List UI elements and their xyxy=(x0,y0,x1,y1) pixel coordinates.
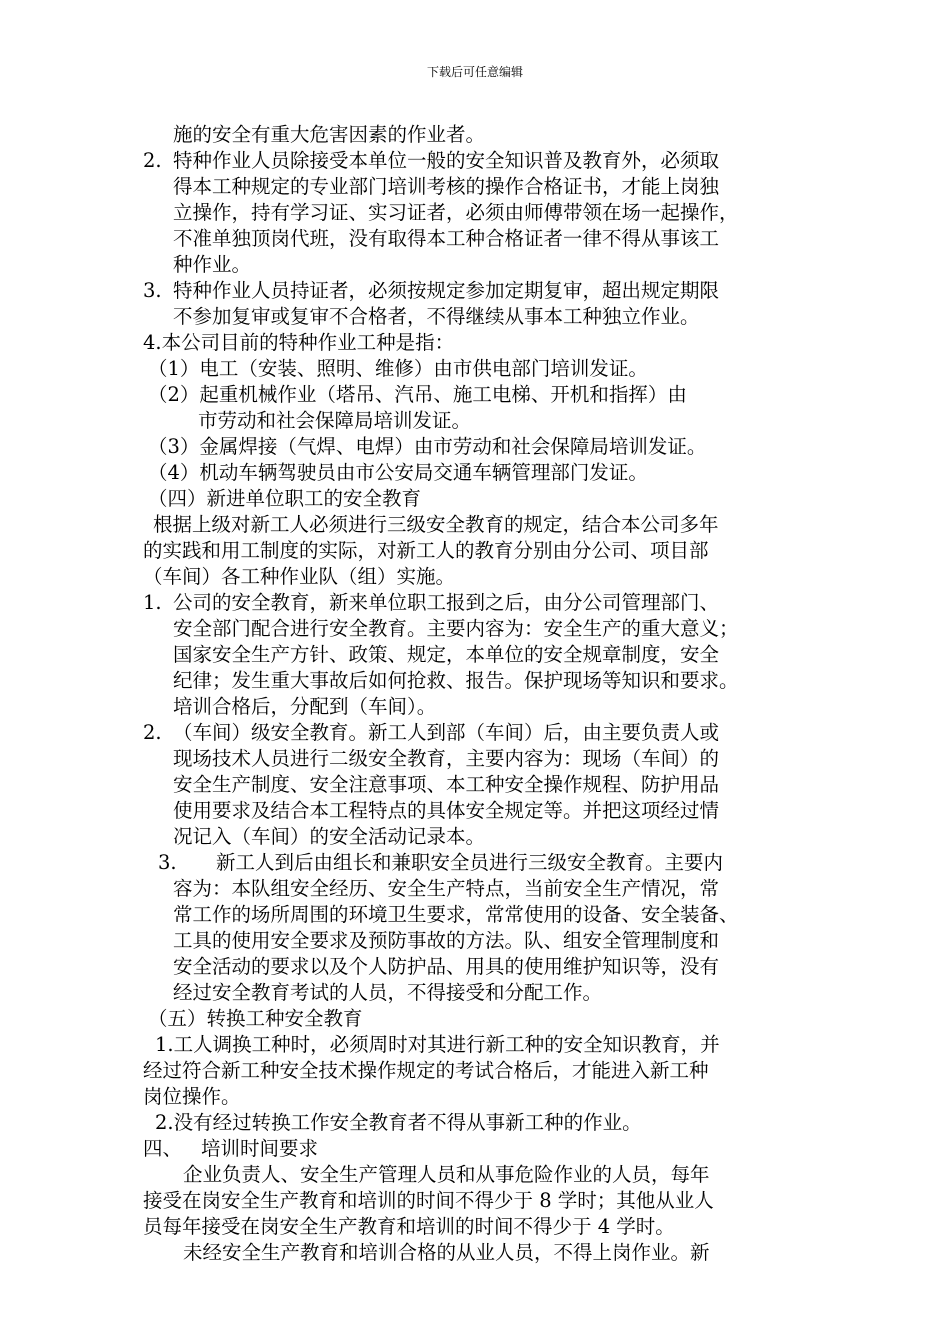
text-line: 培训时间要求 xyxy=(201,1137,319,1160)
text-line: 市劳动和社会保障局培训发证。 xyxy=(198,409,472,432)
text-line: 安全生产制度、安全注意事项、本工种安全操作规程、防护用品 xyxy=(173,773,720,796)
list-item xyxy=(143,590,823,616)
text-line: 岗位操作。 xyxy=(143,1085,241,1108)
text-line: 况记入（车间）的安全活动记录本。 xyxy=(173,825,486,848)
section-heading xyxy=(143,1136,823,1162)
text-line: 种作业。 xyxy=(173,253,252,276)
text-line: 不参加复审或复审不合格者，不得继续从事本工种独立作业。 xyxy=(173,305,700,328)
text-line: 员每年接受在岗安全生产教育和培训的时间不得少于 4 学时。 xyxy=(143,1215,675,1238)
text-line: 容为：本队组安全经历、安全生产特点，当前安全生产情况，常 xyxy=(173,877,720,900)
section-heading: （五）转换工种安全教育 xyxy=(148,1007,363,1030)
text-line: （1）电工（安装、照明、维修）由市供电部门培训发证。 xyxy=(148,357,648,380)
list-number: 2. xyxy=(143,721,162,744)
text-line: （2）起重机械作业（塔吊、汽吊、施工电梯、开机和指挥）由 xyxy=(148,383,687,406)
text-line: 安全部门配合进行安全教育。主要内容为：安全生产的重大意义； xyxy=(173,617,739,640)
list-number: 2. xyxy=(143,149,162,172)
text-line: 4.本公司目前的特种作业工种是指： xyxy=(143,331,455,354)
text-line: 未经安全生产教育和培训合格的从业人员，不得上岗作业。新 xyxy=(183,1241,710,1264)
text-line: 得本工种规定的专业部门培训考核的操作合格证书，才能上岗独 xyxy=(173,175,720,198)
document-body xyxy=(143,122,823,1266)
section-number: 四、 xyxy=(143,1137,183,1160)
text-line: 接受在岗安全生产教育和培训的时间不得少于 8 学时；其他从业人 xyxy=(143,1189,714,1212)
text-line: 企业负责人、安全生产管理人员和从事危险作业的人员，每年 xyxy=(183,1163,710,1186)
list-number: 3. xyxy=(143,279,162,302)
text-line: （车间）各工种作业队（组）实施。 xyxy=(143,565,456,588)
list-item xyxy=(143,720,823,746)
list-item xyxy=(143,148,823,174)
text-line: 特种作业人员除接受本单位一般的安全知识普及教育外，必须取 xyxy=(173,149,720,172)
text-line: （3）金属焊接（气焊、电焊）由市劳动和社会保障局培训发证。 xyxy=(148,435,707,458)
list-item xyxy=(143,278,823,304)
list-number: 1. xyxy=(143,591,162,614)
text-line: 经过安全教育考试的人员，不得接受和分配工作。 xyxy=(173,981,603,1004)
text-line: 根据上级对新工人必须进行三级安全教育的规定，结合本公司多年 xyxy=(153,513,719,536)
text-line: 纪律；发生重大事故后如何抢救、报告。保护现场等知识和要求。 xyxy=(173,669,739,692)
text-line: 公司的安全教育，新来单位职工报到之后，由分公司管理部门、 xyxy=(173,591,720,614)
text-line: 特种作业人员持证者，必须按规定参加定期复审，超出规定期限 xyxy=(173,279,720,302)
text-line: 新工人到后由组长和兼职安全员进行三级安全教育。主要内 xyxy=(216,851,724,874)
text-line: 常工作的场所周围的环境卫生要求，常常使用的设备、安全装备、 xyxy=(173,903,739,926)
text-line: 使用要求及结合本工程特点的具体安全规定等。并把这项经过情 xyxy=(173,799,720,822)
page-header: 下载后可任意编辑 xyxy=(426,65,523,79)
text-line: 安全活动的要求以及个人防护品、用具的使用维护知识等，没有 xyxy=(173,955,720,978)
text-line: 的实践和用工制度的实际，对新工人的教育分别由分公司、项目部 xyxy=(143,539,709,562)
section-heading: （四）新进单位职工的安全教育 xyxy=(148,487,422,510)
text-line: 现场技术人员进行二级安全教育，主要内容为：现场（车间）的 xyxy=(173,747,720,770)
text-line: 不准单独顶岗代班，没有取得本工种合格证者一律不得从事该工 xyxy=(173,227,720,250)
text-line: 经过符合新工种安全技术操作规定的考试合格后，才能进入新工种 xyxy=(143,1059,709,1082)
text-line: 国家安全生产方针、政策、规定，本单位的安全规章制度，安全 xyxy=(173,643,720,666)
text-line: 培训合格后，分配到（车间）。 xyxy=(173,695,437,718)
list-item xyxy=(143,850,823,876)
text-line: 1.工人调换工种时，必须周时对其进行新工种的安全知识教育，并 xyxy=(155,1033,720,1056)
text-line: （车间）级安全教育。新工人到部（车间）后，由主要负责人或 xyxy=(173,721,720,744)
text-line: 立操作，持有学习证、实习证者，必须由师傅带领在场一起操作， xyxy=(173,201,739,224)
text-line: 2.没有经过转换工作安全教育者不得从事新工种的作业。 xyxy=(155,1111,642,1134)
text-line: 工具的使用安全要求及预防事故的方法。队、组安全管理制度和 xyxy=(173,929,720,952)
text-line: （4）机动车辆驾驶员由市公安局交通车辆管理部门发证。 xyxy=(148,461,648,484)
text-line: 施的安全有重大危害因素的作业者。 xyxy=(173,123,486,146)
list-number: 3. xyxy=(158,851,177,874)
